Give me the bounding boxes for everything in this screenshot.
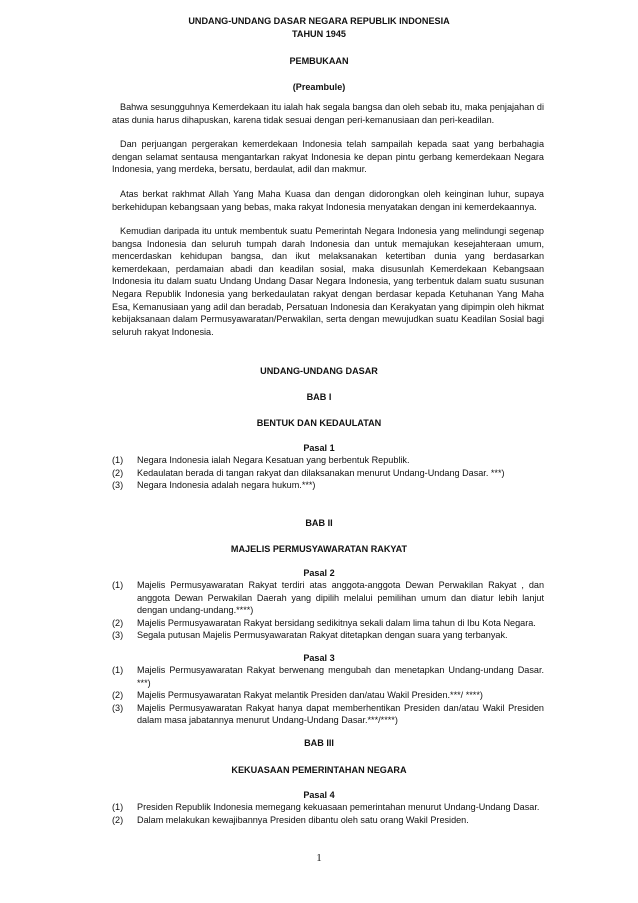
clause-item [112, 814, 544, 827]
document-title: UNDANG-UNDANG DASAR NEGARA REPUBLIK INDONESIA [188, 16, 450, 26]
clause-number: (1) [112, 802, 124, 812]
section-heading-pembukaan: PEMBUKAAN [289, 56, 349, 66]
clause-item [112, 702, 544, 727]
clause-item [112, 801, 544, 814]
clause-number: (2) [112, 814, 124, 825]
clause-text: Dalam melakukan kewajibannya Presiden dibantu oleh satu orang Wakil Presiden. [137, 814, 469, 825]
clause-text: Segala putusan Majelis Permusyawaratan Rakyat ditetapkan dengan suara yang terbanyak. [137, 630, 508, 641]
clause-number: (3) [112, 480, 124, 491]
clause-item [112, 689, 544, 702]
article-heading: Pasal 3 [303, 653, 335, 663]
clause-item [112, 664, 544, 689]
article-heading: Pasal 2 [303, 568, 335, 578]
clause-text: Majelis Permusyawaratan Rakyat hanya dapat memberhentikan Presiden dan/atau Wakil Presiden dalam masa jabatannya menurut Undang-Undang Dasar.***/****) [137, 702, 544, 726]
clause-number: (2) [112, 617, 124, 628]
page-number: 1 [316, 852, 322, 864]
section-heading-uud: UNDANG-UNDANG DASAR [260, 366, 378, 376]
chapter-label: BAB I [306, 392, 332, 402]
clause-number: (1) [112, 580, 124, 590]
clause-number: (1) [112, 455, 124, 465]
clause-item [112, 454, 544, 467]
clause-text: Majelis Permusyawaratan Rakyat bersidang sedikitnya sekali dalam lima tahun di Ibu Kota Negara. [137, 617, 536, 628]
article-heading: Pasal 1 [303, 443, 335, 453]
clause-text: Majelis Permusyawaratan Rakyat berwenang mengubah dan menetapkan Undang-undang Dasar. ***) [137, 665, 544, 688]
article-clause-list [112, 579, 544, 642]
chapter-title: MAJELIS PERMUSYAWARATAN RAKYAT [230, 544, 408, 554]
clause-item [112, 617, 544, 630]
clause-item [112, 479, 544, 492]
article-heading: Pasal 4 [303, 790, 335, 800]
chapter-label: BAB II [305, 518, 333, 528]
clause-text: Presiden Republik Indonesia memegang kekuasaan pemerintahan menurut Undang-Undang Dasar. [137, 802, 540, 812]
clause-number: (3) [112, 630, 124, 641]
clause-item [112, 629, 544, 642]
clause-number: (2) [112, 690, 124, 701]
chapter-label: BAB III [304, 738, 334, 748]
clause-item [112, 579, 544, 617]
preamble-paragraph: Atas berkat rakhmat Allah Yang Maha Kuasa dan dengan didorongkan oleh keinginan luhur, supaya berkehidupan kebangsaan yang bebas, maka rakyat Indonesia menyatakan dengan ini kemerdekaannya. [112, 189, 544, 212]
chapter-title: KEKUASAAN PEMERINTAHAN NEGARA [231, 765, 407, 775]
clause-text: Kedaulatan berada di tangan rakyat dan dilaksanakan menurut Undang-Undang Dasar. ***) [137, 467, 505, 478]
preamble-paragraph: Kemudian daripada itu untuk membentuk suatu Pemerintah Negara Indonesia yang melindungi segenap bangsa Indonesia dan seluruh tumpah darah Indonesia dan untuk memajukan kesejahteraan umum, mencerdaskan kehidupan bangsa, dan ikut melaksanakan ketertiban dunia yang berdasarkan kemerdekaan, perdamaian abadi dan keadilan sosial, maka disusunlah Kemerdekaan Kebangsaan Indonesia itu dalam suatu Undang Undang Dasar Negara Indonesia, yang terbentuk dalam suatu susunan Negara Republik Indonesia yang berkedaulatan rakyat dengan berdasar kepada Ketuhanan Yang Maha Esa, Kemanusiaan yang adil dan beradab, Persatuan Indonesia dan Kerakyatan yang dipimpin oleh hikmat kebijaksanaan dalam Permusyawaratan/Perwakilan, serta dengan mewujudkan suatu Keadilan Sosial bagi seluruh rakyat Indonesia. [112, 226, 544, 337]
article-clause-list [112, 801, 544, 826]
preamble-paragraph: Bahwa sesungguhnya Kemerdekaan itu ialah hak segala bangsa dan oleh sebab itu, maka penjajahan di atas dunia harus dihapuskan, karena tidak sesuai dengan peri-kemanusiaan dan peri-keadilan. [112, 102, 544, 125]
section-subheading-preambule: (Preambule) [292, 82, 346, 92]
clause-text: Majelis Permusyawaratan Rakyat melantik Presiden dan/atau Wakil Presiden.***/ ****) [137, 690, 483, 701]
clause-number: (3) [112, 702, 124, 713]
article-clause-list [112, 454, 544, 492]
chapter-title: BENTUK DAN KEDAULATAN [256, 418, 382, 428]
clause-number: (1) [112, 665, 124, 675]
clause-item [112, 467, 544, 480]
preamble-paragraph: Dan perjuangan pergerakan kemerdekaan Indonesia telah sampailah kepada saat yang berbahagia dengan selamat sentausa mengantarkan rakyat Indonesia ke depan pintu gerbang kemerdekaan Negara Indonesia, yang merdeka, bersatu, berdaulat, adil dan makmur. [112, 139, 544, 175]
clause-text: Majelis Permusyawaratan Rakyat terdiri atas anggota-anggota Dewan Perwakilan Rakyat , dan anggota Dewan Perwakilan Daerah yang dipilih melalui pemilihan umum dan diatur lebih lanjut dengan undang-undang.****) [137, 580, 544, 616]
article-clause-list [112, 664, 544, 727]
clause-text: Negara Indonesia ialah Negara Kesatuan yang berbentuk Republik. [137, 455, 410, 465]
clause-text: Negara Indonesia adalah negara hukum.***) [137, 480, 316, 491]
clause-number: (2) [112, 467, 124, 478]
document-year: TAHUN 1945 [292, 29, 346, 39]
